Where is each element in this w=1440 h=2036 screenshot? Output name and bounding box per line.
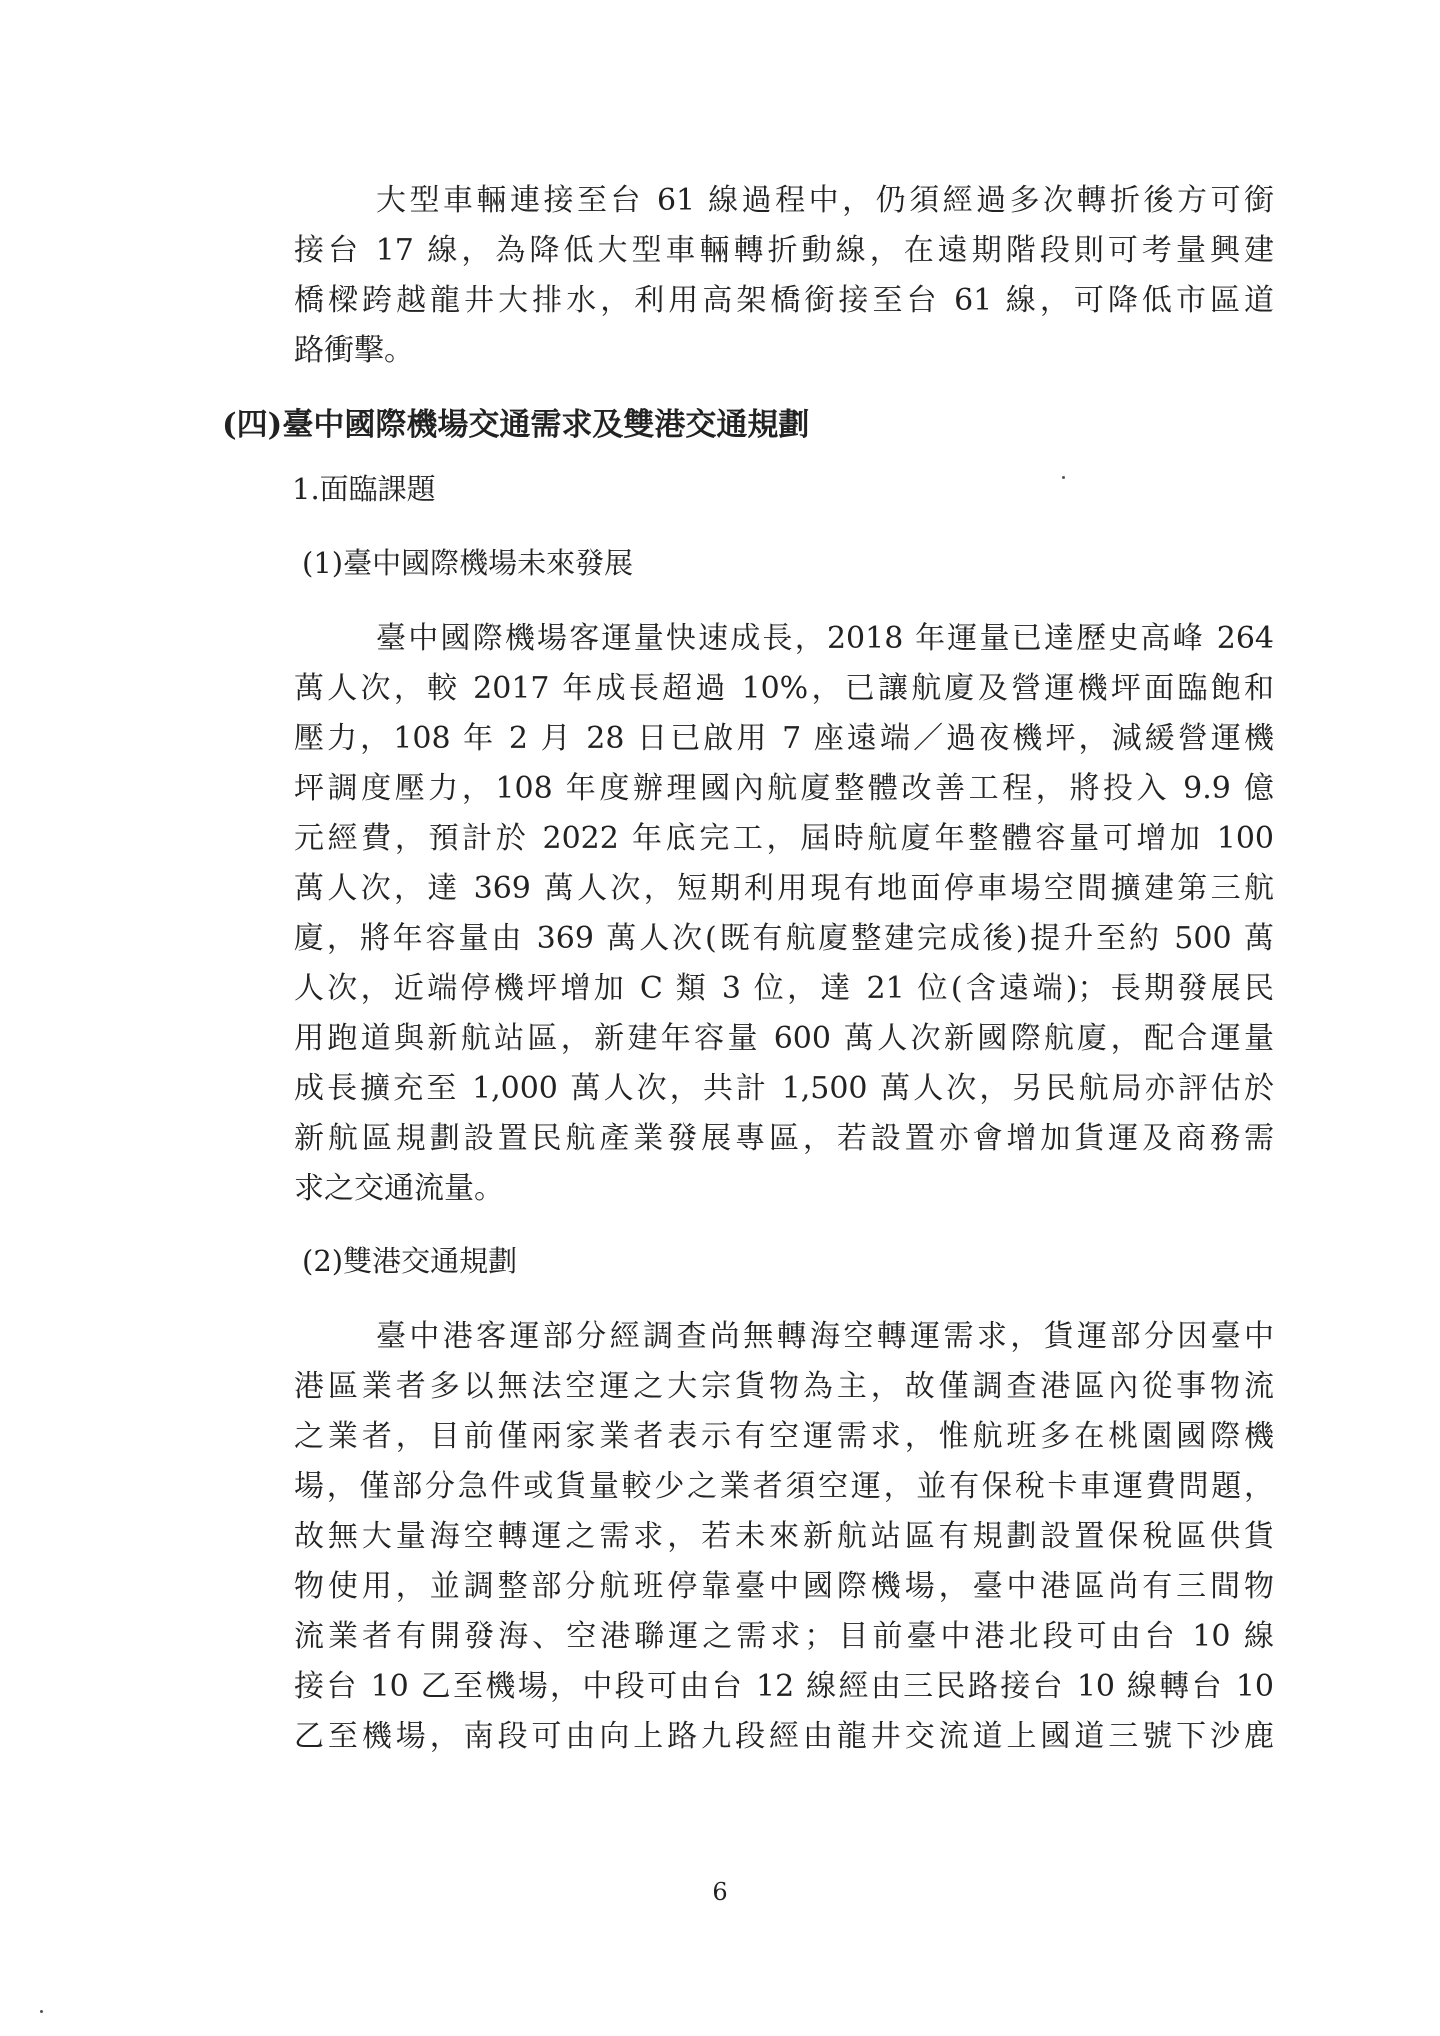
paragraph-line: 故無大量海空轉運之需求，若未來新航站區有規劃設置保稅區供貨 (294, 1519, 1274, 1554)
paragraph-line: 廈，將年容量由 369 萬人次(既有航廈整建完成後)提升至約 500 萬 (294, 921, 1274, 956)
paragraph-line: 接台 10 乙至機場，中段可由台 12 線經由三民路接台 10 線轉台 10 (294, 1669, 1274, 1704)
paragraph-line: 臺中國際機場客運量快速成長，2018 年運量已達歷史高峰 264 (376, 621, 1274, 656)
paragraph-line: 臺中港客運部分經調查尚無轉海空轉運需求，貨運部分因臺中 (376, 1319, 1274, 1354)
intro-paragraph (294, 176, 1274, 376)
page-number: 6 (712, 1878, 728, 1906)
paragraph-line: 乙至機場，南段可由向上路九段經由龍井交流道上國道三號下沙鹿 (294, 1719, 1274, 1754)
paragraph-line: 坪調度壓力，108 年度辦理國內航廈整體改善工程，將投入 9.9 億 (294, 771, 1274, 806)
paragraph-line: 元經費，預計於 2022 年底完工，屆時航廈年整體容量可增加 100 (294, 821, 1274, 856)
paragraph-line: 大型車輛連接至台 61 線過程中，仍須經過多次轉折後方可銜 (376, 183, 1274, 218)
paragraph-line: 流業者有開發海、空港聯運之需求；目前臺中港北段可由台 10 線 (294, 1619, 1274, 1654)
paragraph-line: 接台 17 線，為降低大型車輛轉折動線，在遠期階段則可考量興建 (294, 233, 1274, 268)
scan-speck (1062, 476, 1065, 479)
paragraph-line: 人次，近端停機坪增加 C 類 3 位，達 21 位(含遠端)；長期發展民 (294, 971, 1274, 1006)
item-1-paragraph (294, 614, 1274, 1214)
paragraph-line: 求之交通流量。 (294, 1171, 504, 1206)
item-1-title: (1)臺中國際機場未來發展 (302, 546, 634, 580)
paragraph-line: 新航區規劃設置民航產業發展專區，若設置亦會增加貨運及商務需 (294, 1121, 1274, 1156)
paragraph-line: 用跑道與新航站區，新建年容量 600 萬人次新國際航廈，配合運量 (294, 1021, 1274, 1056)
paragraph-line: 路衝擊。 (294, 333, 414, 368)
paragraph-line: 橋樑跨越龍井大排水，利用高架橋銜接至台 61 線，可降低市區道 (294, 283, 1274, 318)
paragraph-line: 之業者，目前僅兩家業者表示有空運需求，惟航班多在桃園國際機 (294, 1419, 1274, 1454)
paragraph-line: 港區業者多以無法空運之大宗貨物為主，故僅調查港區內從事物流 (294, 1369, 1274, 1404)
paragraph-line: 物使用，並調整部分航班停靠臺中國際機場，臺中港區尚有三間物 (294, 1569, 1274, 1604)
subsection-heading: 1.面臨課題 (292, 472, 436, 506)
scan-speck (40, 2010, 43, 2013)
paragraph-line: 萬人次，達 369 萬人次，短期利用現有地面停車場空間擴建第三航 (294, 871, 1274, 906)
paragraph-line: 成長擴充至 1,000 萬人次，共計 1,500 萬人次，另民航局亦評估於 (294, 1071, 1274, 1106)
item-2-title: (2)雙港交通規劃 (302, 1244, 518, 1278)
paragraph-line: 場，僅部分急件或貨量較少之業者須空運，並有保稅卡車運費問題， (294, 1469, 1274, 1504)
item-2-paragraph (294, 1312, 1274, 1762)
paragraph-line: 萬人次，較 2017 年成長超過 10%，已讓航廈及營運機坪面臨飽和 (294, 671, 1274, 706)
section-heading: (四)臺中國際機場交通需求及雙港交通規劃 (222, 407, 810, 443)
paragraph-line: 壓力，108 年 2 月 28 日已啟用 7 座遠端／過夜機坪，減緩營運機 (294, 721, 1274, 756)
